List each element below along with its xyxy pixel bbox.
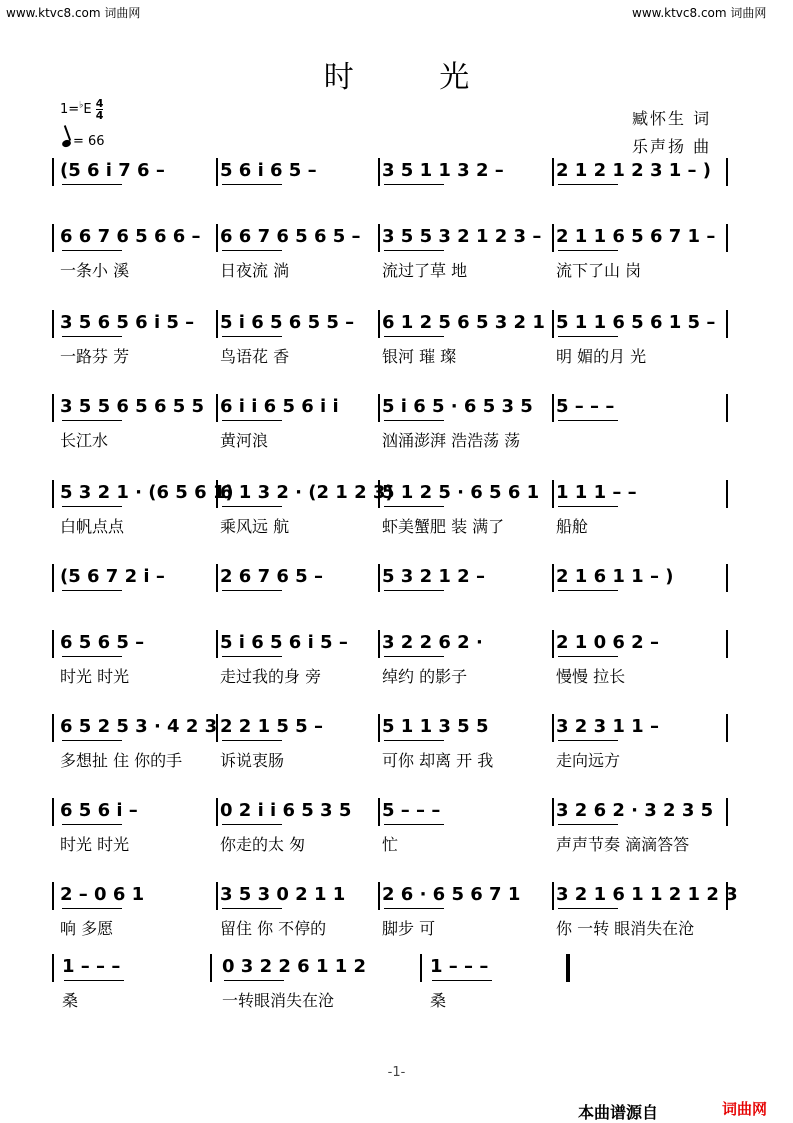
beam-underline xyxy=(222,908,282,909)
beam-underline xyxy=(558,420,618,421)
beam-underline xyxy=(222,250,282,251)
measure-notes: 6 1 2 5 6 5 3 2 1 xyxy=(382,312,545,333)
beam-underline xyxy=(384,590,444,591)
lyric-line: 响 多愿 xyxy=(60,919,114,938)
bar-line xyxy=(52,480,54,508)
lyric-line: 时光 时光 xyxy=(60,835,130,854)
bar-line xyxy=(726,564,728,592)
beam-underline xyxy=(558,336,618,337)
bar-line xyxy=(378,882,380,910)
tempo-marking: = 66 xyxy=(62,134,105,149)
bar-line xyxy=(52,158,54,186)
lyric-line: 乘风远 航 xyxy=(220,517,290,536)
bar-line xyxy=(552,480,554,508)
beam-underline xyxy=(384,656,444,657)
beam-underline xyxy=(62,184,122,185)
bar-line xyxy=(378,394,380,422)
measure-notes: 5 1 1 6 5 6 1 5 – xyxy=(556,312,716,333)
lyric-line: 鸟语花 香 xyxy=(220,347,290,366)
lyric-line: 走向远方 xyxy=(556,751,621,770)
lyric-line: 多想扯 住 你的手 xyxy=(60,751,183,770)
lyric-line: 走过我的身 旁 xyxy=(220,667,322,686)
beam-underline xyxy=(432,980,492,981)
beam-underline xyxy=(558,740,618,741)
measure-notes: 5 6 i 6 5 – xyxy=(220,160,317,181)
beam-underline xyxy=(558,824,618,825)
bar-line xyxy=(726,224,728,252)
lyric-line: 一转眼消失在沧 xyxy=(222,991,335,1010)
beam-underline xyxy=(64,980,124,981)
measure-notes: 3 2 2 6 2 · xyxy=(382,632,483,653)
measure-notes: 2 6 · 6 5 6 7 1 xyxy=(382,884,521,905)
beam-underline xyxy=(384,740,444,741)
bar-line xyxy=(378,798,380,826)
time-signature: $\frac{4}{4}$ xyxy=(95,97,104,122)
lyric-line: 船舱 xyxy=(556,517,589,536)
beam-underline xyxy=(558,184,618,185)
bar-line xyxy=(216,564,218,592)
lyricist-credit: 臧怀生 词 xyxy=(632,109,712,128)
measure-notes: 2 1 6 1 1 – ) xyxy=(556,566,674,587)
bar-line xyxy=(216,630,218,658)
bar-line xyxy=(552,310,554,338)
beam-underline xyxy=(222,336,282,337)
measure-notes: 6 6 7 6 5 6 5 – xyxy=(220,226,361,247)
bar-line xyxy=(420,954,422,982)
beam-underline xyxy=(558,908,618,909)
header-right-url[interactable]: www.ktvc8.com 词曲网 xyxy=(632,6,767,20)
measure-notes: 1 – – – xyxy=(62,956,121,977)
bar-line xyxy=(378,630,380,658)
bar-line xyxy=(552,158,554,186)
bar-line xyxy=(216,882,218,910)
measure-notes: 3 5 5 6 5 6 5 5 xyxy=(60,396,205,417)
page-number: -1- xyxy=(387,1065,406,1080)
lyric-line: 可你 却离 开 我 xyxy=(382,751,494,770)
key-signature: 1=♭E $\frac{4}{4}$ xyxy=(60,97,104,122)
beam-underline xyxy=(62,740,122,741)
measure-notes: 5 1 2 5 · 6 5 6 1 xyxy=(382,482,540,503)
lyric-line: 时光 时光 xyxy=(60,667,130,686)
lyric-line: 汹涌澎湃 浩浩荡 荡 xyxy=(382,431,521,450)
bar-line xyxy=(52,310,54,338)
measure-notes: 2 2 1 5 5 – xyxy=(220,716,323,737)
bar-line xyxy=(552,798,554,826)
beam-underline xyxy=(384,908,444,909)
beam-underline xyxy=(558,506,618,507)
lyric-line: 留住 你 不停的 xyxy=(220,919,327,938)
beam-underline xyxy=(62,908,122,909)
lyric-line: 流下了山 岗 xyxy=(556,261,642,280)
measure-notes: 3 5 1 1 3 2 – xyxy=(382,160,504,181)
measure-notes: 5 i 6 5 · 6 5 3 5 xyxy=(382,396,533,417)
bar-line xyxy=(552,714,554,742)
measure-notes: 5 – – – xyxy=(382,800,441,821)
measure-notes: 2 6 7 6 5 – xyxy=(220,566,323,587)
lyric-line: 桑 xyxy=(430,991,447,1010)
measure-notes: 0 2 i i 6 5 3 5 xyxy=(220,800,352,821)
lyric-line: 明 媚的月 光 xyxy=(556,347,647,366)
measure-notes: 3 2 3 1 1 – xyxy=(556,716,659,737)
lyric-line: 日夜流 淌 xyxy=(220,261,290,280)
beam-underline xyxy=(224,980,284,981)
bar-line xyxy=(52,954,54,982)
measure-notes: 6 i i 6 5 6 i i xyxy=(220,396,339,417)
beam-underline xyxy=(222,506,282,507)
measure-notes: 1 – – – xyxy=(430,956,489,977)
beam-underline xyxy=(222,590,282,591)
bar-line xyxy=(552,882,554,910)
bar-line xyxy=(52,394,54,422)
bar-line xyxy=(552,630,554,658)
beam-underline xyxy=(222,184,282,185)
lyric-line: 银河 璀 璨 xyxy=(382,347,457,366)
measure-notes: 3 2 6 2 · 3 2 3 5 xyxy=(556,800,714,821)
lyric-line: 一条小 溪 xyxy=(60,261,130,280)
header-left-url[interactable]: www.ktvc8.com 词曲网 xyxy=(6,6,141,20)
measure-notes: 3 5 3 0 2 1 1 xyxy=(220,884,346,905)
beam-underline xyxy=(384,184,444,185)
measure-notes: 5 1 1 3 5 5 xyxy=(382,716,489,737)
bar-line xyxy=(378,310,380,338)
beam-underline xyxy=(384,336,444,337)
beam-underline xyxy=(62,420,122,421)
lyric-line: 你 一转 眼消失在沧 xyxy=(556,919,695,938)
bar-line xyxy=(52,882,54,910)
measure-notes: 5 – – – xyxy=(556,396,615,417)
beam-underline xyxy=(222,740,282,741)
lyric-line: 你走的太 匆 xyxy=(220,835,306,854)
beam-underline xyxy=(558,590,618,591)
song-title: 时 光 xyxy=(323,60,508,95)
bar-line xyxy=(216,394,218,422)
measure-notes: (5 6 i 7 6 – xyxy=(60,160,165,181)
measure-notes: 1 1 1 – – xyxy=(556,482,637,503)
beam-underline xyxy=(62,250,122,251)
beam-underline xyxy=(558,250,618,251)
bar-line xyxy=(726,394,728,422)
measure-notes: 5 3 2 1 · (6 5 6 1) xyxy=(60,482,234,503)
beam-underline xyxy=(62,506,122,507)
measure-notes: 6 5 6 i – xyxy=(60,800,138,821)
bar-line xyxy=(378,158,380,186)
measure-notes: 3 2 1 6 1 1 2 1 2 3 xyxy=(556,884,738,905)
quarter-note-icon xyxy=(61,139,72,149)
lyric-line: 长江水 xyxy=(60,431,109,450)
lyric-line: 虾美蟹肥 装 满了 xyxy=(382,517,505,536)
measure-notes: 2 1 2 1 2 3 1 – ) xyxy=(556,160,712,181)
bar-line xyxy=(216,310,218,338)
bar-line xyxy=(552,394,554,422)
lyric-line: 白帆点点 xyxy=(60,517,125,536)
measure-notes: 6 5 2 5 3 · 4 2 3 xyxy=(60,716,218,737)
bar-line xyxy=(552,224,554,252)
measure-notes: 2 – 0 6 1 xyxy=(60,884,145,905)
bar-line xyxy=(566,954,570,982)
bar-line xyxy=(726,798,728,826)
lyric-line: 绰约 的影子 xyxy=(382,667,468,686)
footer-brand-logo[interactable]: 词曲网 xyxy=(722,1100,768,1118)
lyric-line: 黄河浪 xyxy=(220,431,269,450)
bar-line xyxy=(726,714,728,742)
beam-underline xyxy=(384,250,444,251)
lyric-line: 慢慢 拉长 xyxy=(556,667,626,686)
measure-notes: 5 i 6 5 6 5 5 – xyxy=(220,312,355,333)
measure-notes: 3 5 5 3 2 1 2 3 – xyxy=(382,226,542,247)
lyric-line: 桑 xyxy=(62,991,79,1010)
measure-notes: 2 1 1 6 5 6 7 1 – xyxy=(556,226,716,247)
beam-underline xyxy=(384,506,444,507)
bar-line xyxy=(52,630,54,658)
lyric-line: 忙 xyxy=(382,835,399,854)
measure-notes: 2 1 0 6 2 – xyxy=(556,632,659,653)
beam-underline xyxy=(222,420,282,421)
beam-underline xyxy=(62,824,122,825)
lyric-line: 脚步 可 xyxy=(382,919,436,938)
bar-line xyxy=(52,224,54,252)
bar-line xyxy=(378,224,380,252)
bar-line xyxy=(378,564,380,592)
measure-notes: 6 5 6 5 – xyxy=(60,632,145,653)
measure-notes: 6 6 7 6 5 6 6 – xyxy=(60,226,201,247)
measure-notes: 5 i 6 5 6 i 5 – xyxy=(220,632,348,653)
bar-line xyxy=(52,798,54,826)
beam-underline xyxy=(384,420,444,421)
measure-notes: 6 1 3 2 · (2 1 2 3) xyxy=(220,482,394,503)
measure-notes: 0 3 2 2 6 1 1 2 xyxy=(222,956,367,977)
beam-underline xyxy=(62,336,122,337)
lyric-line: 声声节奏 滴滴答答 xyxy=(556,835,690,854)
bar-line xyxy=(216,798,218,826)
lyric-line: 流过了草 地 xyxy=(382,261,468,280)
measure-notes: (5 6 7 2 i – xyxy=(60,566,165,587)
bar-line xyxy=(726,158,728,186)
composer-credit: 乐声扬 曲 xyxy=(632,137,712,156)
bar-line xyxy=(216,158,218,186)
bar-line xyxy=(378,714,380,742)
bar-line xyxy=(726,310,728,338)
bar-line xyxy=(726,480,728,508)
beam-underline xyxy=(558,656,618,657)
beam-underline xyxy=(384,824,444,825)
beam-underline xyxy=(62,590,122,591)
bar-line xyxy=(726,630,728,658)
footer-source: 本曲谱源自 xyxy=(578,1103,659,1122)
bar-line xyxy=(52,714,54,742)
lyric-line: 诉说衷肠 xyxy=(220,751,285,770)
measure-notes: 5 3 2 1 2 – xyxy=(382,566,485,587)
bar-line xyxy=(216,224,218,252)
bar-line xyxy=(52,564,54,592)
beam-underline xyxy=(62,656,122,657)
measure-notes: 3 5 6 5 6 i 5 – xyxy=(60,312,195,333)
bar-line xyxy=(210,954,212,982)
bar-line xyxy=(552,564,554,592)
beam-underline xyxy=(222,656,282,657)
lyric-line: 一路芬 芳 xyxy=(60,347,130,366)
beam-underline xyxy=(222,824,282,825)
